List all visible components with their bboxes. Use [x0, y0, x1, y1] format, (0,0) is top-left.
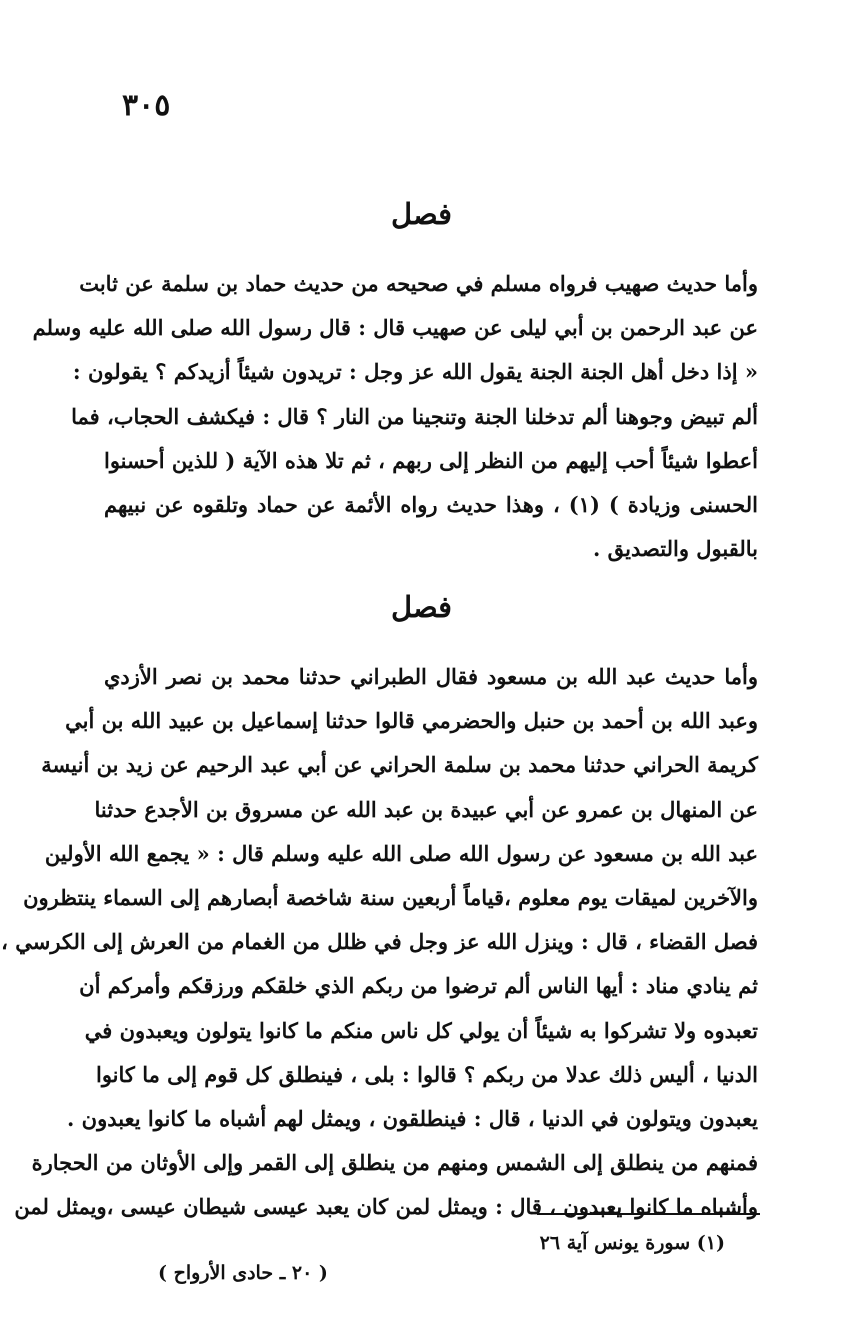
footnote-divider	[537, 1213, 760, 1215]
text-line: وأما حديث عبد الله بن مسعود فقال الطبراني حدثنا محمد بن نصر الأزدي	[104, 664, 758, 689]
section-heading-2: فصل	[391, 590, 452, 624]
text-line: فمنهم من ينطلق إلى الشمس ومنهم من ينطلق إلى القمر وإلى الأوثان من الحجارة	[31, 1150, 758, 1176]
text-line: وأشباه ما كانوا يعبدون ، قال : ويمثل لمن كان يعبد عيسى شيطان عيسى ،ويمثل لمن	[14, 1194, 758, 1220]
section-1-paragraph	[32, 262, 758, 571]
text-line: فصل القضاء ، قال : وينزل الله عز وجل في ظلل من الغمام من العرش إلى الكرسي ،	[1, 929, 758, 955]
text-line: أعطوا شيئاً أحب إليهم من النظر إلى ربهم ، ثم تلا هذه الآية ( للذين أحسنوا	[104, 447, 758, 473]
text-line: عن عبد الرحمن بن أبي ليلى عن صهيب قال : قال رسول الله صلى الله عليه وسلم	[32, 315, 758, 341]
signature-mark: ( ٢٠ ـ حادى الأرواح )	[158, 1262, 328, 1284]
footnote: (١) سورة يونس آية ٢٦	[539, 1232, 725, 1254]
text-line: الدنيا ، أليس ذلك عدلا من ربكم ؟ قالوا : بلى ، فينطلق كل قوم إلى ما كانوا	[95, 1061, 758, 1087]
text-line: ثم ينادي مناد : أيها الناس ألم ترضوا من ربكم الذي خلقكم ورزقكم وأمركم أن	[79, 973, 758, 999]
text-line: عن المنهال بن عمرو عن أبي عبيدة بن عبد الله عن مسروق بن الأجدع حدثنا	[94, 796, 758, 822]
section-heading-1: فصل	[391, 197, 452, 231]
page-number: ٣٠٥	[122, 88, 171, 123]
text-line: وأما حديث صهيب فرواه مسلم في صحيحه من حديث حماد بن سلمة عن ثابت	[79, 271, 758, 296]
text-line: يعبدون ويتولون في الدنيا ، قال : فينطلقون ، ويمثل لهم أشباه ما كانوا يعبدون .	[67, 1105, 758, 1131]
text-line: « إذا دخل أهل الجنة الجنة يقول الله عز وجل : تريدون شيئاً أزيدكم ؟ يقولون :	[72, 359, 758, 385]
text-line: كريمة الحراني حدثنا محمد بن سلمة الحراني عن أبي عبد الرحيم عن زيد بن أنيسة	[41, 752, 758, 778]
text-line: تعبدوه ولا تشركوا به شيئاً أن يولي كل ناس منكم ما كانوا يتولون ويعبدون في	[84, 1017, 758, 1043]
section-2-paragraph	[1, 655, 758, 1229]
text-line: عبد الله بن مسعود عن رسول الله صلى الله عليه وسلم قال : « يجمع الله الأولين	[44, 840, 758, 866]
text-line: بالقبول والتصديق .	[593, 536, 758, 562]
text-line: والآخرين لميقات يوم معلوم ،قياماً أربعين سنة شاخصة أبصارهم إلى السماء ينتظرون	[23, 884, 758, 910]
text-line: وعبد الله بن أحمد بن حنبل والحضرمي قالوا حدثنا إسماعيل بن عبيد الله بن أبي	[65, 708, 758, 734]
text-line: الحسنى وزيادة ) (١) ، وهذا حديث رواه الأئمة عن حماد وتلقوه عن نبيهم	[104, 491, 758, 517]
text-line: ألم تبيض وجوهنا ألم تدخلنا الجنة وتنجينا من النار ؟ قال : فيكشف الحجاب، فما	[71, 403, 758, 429]
